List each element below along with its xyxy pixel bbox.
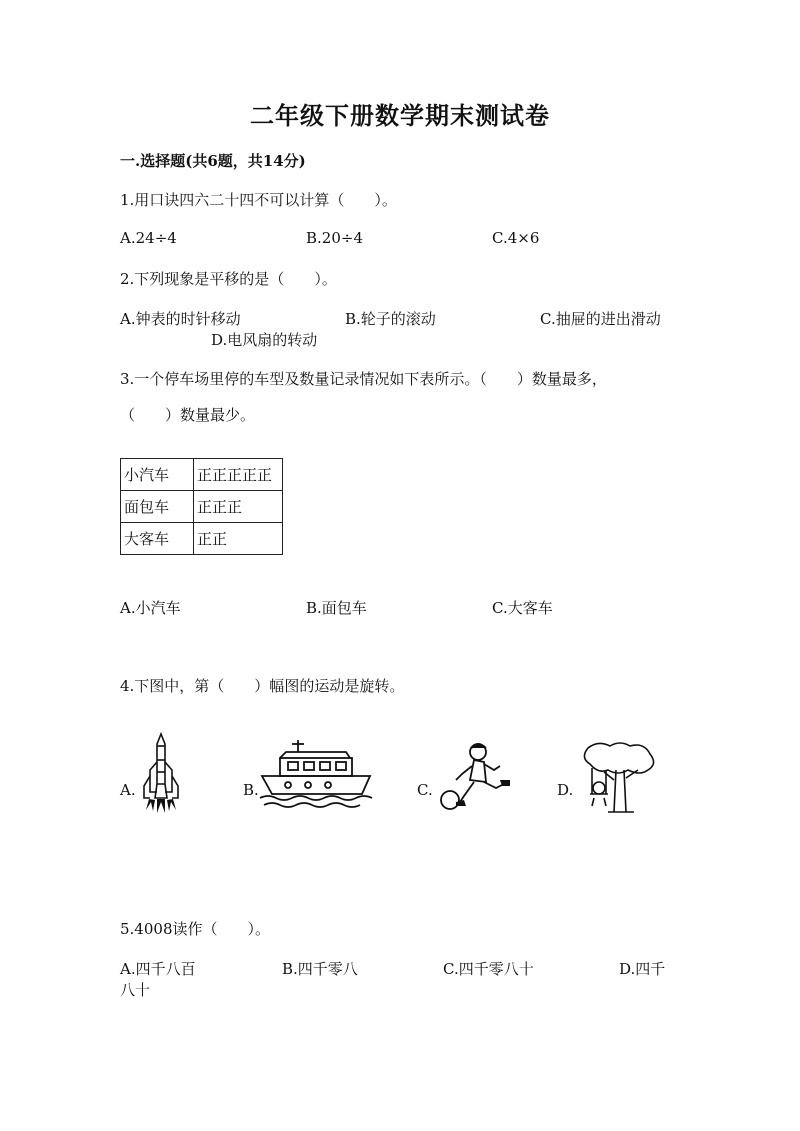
question-3-option-a: A.小汽车 (120, 599, 181, 617)
question-2-option-d: D.电风扇的转动 (211, 331, 318, 349)
question-1-option-a: A.24÷4 (120, 229, 177, 247)
question-5-option-d-continued: 八十 (120, 981, 151, 999)
question-4-stem: 4.下图中，第（ ）幅图的运动是旋转。 (120, 677, 405, 695)
question-4-label-a: A. (120, 781, 136, 799)
question-1-option-c: C.4×6 (492, 229, 540, 247)
question-5-option-c: C.四千零八十 (443, 960, 534, 978)
boat-icon (258, 738, 376, 810)
table-row (121, 491, 283, 523)
tally-cell: 正正正 (194, 491, 283, 523)
question-3-stem-line-1: 3.一个停车场里停的车型及数量记录情况如下表所示。（ ）数量最多， (120, 370, 607, 388)
question-5-stem: 5.4008读作（ ）。 (120, 920, 270, 938)
question-1-option-b: B.20÷4 (306, 229, 363, 247)
vehicle-type-cell: 大客车 (121, 523, 194, 555)
vehicle-type-cell: 面包车 (121, 491, 194, 523)
question-4-label-c: C. (417, 781, 433, 799)
question-2-option-a: A.钟表的时针移动 (120, 310, 241, 328)
tally-table (120, 458, 283, 555)
question-1-stem: 1.用口诀四六二十四不可以计算（ ）。 (120, 191, 397, 209)
question-5-option-a: A.四千八百 (120, 960, 196, 978)
question-4-label-b: B. (243, 781, 259, 799)
vehicle-type-cell: 小汽车 (121, 459, 194, 491)
tally-cell: 正正 (194, 523, 283, 555)
tree-with-swing-icon (578, 740, 658, 816)
question-2-stem: 2.下列现象是平移的是（ ）。 (120, 270, 337, 288)
rocket-icon (140, 732, 182, 814)
page-title: 二年级下册数学期末测试卷 (250, 101, 550, 130)
question-4-label-d: D. (557, 781, 574, 799)
table-row (121, 523, 283, 555)
question-2-option-b: B.轮子的滚动 (345, 310, 436, 328)
section-heading: 一.选择题(共6题，共14分) (120, 152, 306, 170)
question-3-stem-line-2: （ ）数量最少。 (120, 406, 256, 424)
question-5-option-d: D.四千 (619, 960, 666, 978)
question-2-option-c: C.抽屉的进出滑动 (540, 310, 661, 328)
question-3-option-c: C.大客车 (492, 599, 553, 617)
child-with-ball-icon (434, 740, 514, 816)
table-row (121, 459, 283, 491)
question-5-option-b: B.四千零八 (282, 960, 358, 978)
tally-cell: 正正正正正 (194, 459, 283, 491)
question-3-option-b: B.面包车 (306, 599, 367, 617)
